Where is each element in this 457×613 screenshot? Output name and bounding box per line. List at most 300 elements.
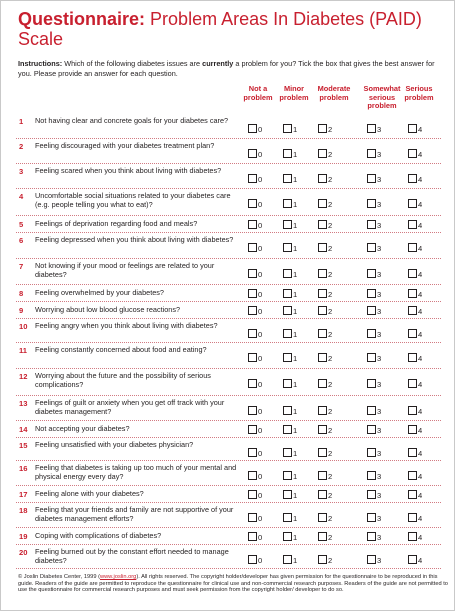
answer-option-2: [318, 379, 332, 389]
answer-score: 2: [328, 307, 333, 316]
question-row: [16, 545, 441, 569]
answer-checkbox[interactable]: [283, 199, 292, 208]
column-header-4: Serious problem: [404, 84, 434, 102]
answer-checkbox[interactable]: [408, 555, 417, 564]
answer-checkbox[interactable]: [283, 329, 292, 338]
answer-checkbox[interactable]: [248, 448, 257, 457]
answer-checkbox[interactable]: [408, 532, 417, 541]
answer-option-3: [367, 406, 381, 416]
answer-option-1: [283, 199, 297, 209]
answer-checkbox[interactable]: [283, 124, 292, 133]
answer-checkbox[interactable]: [283, 425, 292, 434]
question-text: Feeling that diabetes is taking up too much of your mental and physical energy every day?: [35, 463, 237, 481]
answer-score: 4: [418, 290, 423, 299]
answer-checkbox[interactable]: [367, 353, 376, 362]
answer-score: 2: [328, 125, 333, 134]
answer-checkbox[interactable]: [283, 220, 292, 229]
answer-checkbox[interactable]: [318, 353, 327, 362]
answer-score: 2: [328, 244, 333, 253]
answer-option-3: [367, 555, 381, 565]
instructions: [18, 59, 443, 78]
answer-checkbox[interactable]: [408, 353, 417, 362]
answer-checkbox[interactable]: [367, 513, 376, 522]
answer-score: 1: [293, 270, 298, 279]
answer-checkbox[interactable]: [367, 425, 376, 434]
answer-checkbox[interactable]: [408, 174, 417, 183]
question-text: Coping with complications of diabetes?: [35, 531, 162, 540]
answer-option-0: [248, 329, 262, 339]
answer-score: 2: [328, 330, 333, 339]
answer-option-0: [248, 513, 262, 523]
answer-score: 4: [418, 556, 423, 565]
answer-checkbox[interactable]: [248, 513, 257, 522]
question-text: Feeling depressed when you think about living with diabetes?: [35, 235, 234, 244]
answer-checkbox[interactable]: [248, 220, 257, 229]
answer-option-0: [248, 490, 262, 500]
answer-checkbox[interactable]: [283, 174, 292, 183]
answer-checkbox[interactable]: [248, 353, 257, 362]
answer-option-1: [283, 174, 297, 184]
answer-score: 1: [293, 307, 298, 316]
answer-checkbox[interactable]: [367, 269, 376, 278]
copyright-footer: [18, 574, 448, 594]
question-number: 12: [19, 372, 28, 381]
question-row: [16, 259, 441, 285]
answer-score: 2: [328, 290, 333, 299]
answer-checkbox[interactable]: [408, 448, 417, 457]
answer-checkbox[interactable]: [248, 174, 257, 183]
answer-score: 2: [328, 472, 333, 481]
answer-option-1: [283, 379, 297, 389]
answer-option-3: [367, 513, 381, 523]
answer-option-2: [318, 513, 332, 523]
answer-checkbox[interactable]: [318, 220, 327, 229]
question-text: Not accepting your diabetes?: [35, 424, 130, 433]
answer-score: 3: [377, 150, 382, 159]
answer-score: 0: [258, 514, 263, 523]
answer-checkbox[interactable]: [318, 513, 327, 522]
column-header-2: Moderate problem: [317, 84, 351, 102]
answer-score: 2: [328, 175, 333, 184]
answer-checkbox[interactable]: [283, 269, 292, 278]
answer-option-2: [318, 448, 332, 458]
answer-checkbox[interactable]: [283, 513, 292, 522]
answer-checkbox[interactable]: [248, 425, 257, 434]
question-number: 4: [19, 192, 24, 201]
answer-checkbox[interactable]: [318, 532, 327, 541]
answer-score: 3: [377, 426, 382, 435]
answer-checkbox[interactable]: [248, 243, 257, 252]
title-bold: Questionnaire:: [18, 9, 146, 29]
answer-option-1: [283, 425, 297, 435]
answer-option-0: [248, 243, 262, 253]
instructions-label: Instructions:: [18, 59, 63, 68]
answer-score: 1: [293, 407, 298, 416]
answer-checkbox[interactable]: [283, 532, 292, 541]
question-text: Feeling overwhelmed by your diabetes?: [35, 288, 164, 297]
answer-checkbox[interactable]: [367, 471, 376, 480]
answer-option-1: [283, 306, 297, 316]
answer-score: 0: [258, 491, 263, 500]
answer-score: 3: [377, 290, 382, 299]
answer-checkbox[interactable]: [408, 329, 417, 338]
answer-score: 0: [258, 426, 263, 435]
answer-score: 3: [377, 221, 382, 230]
answer-checkbox[interactable]: [318, 149, 327, 158]
answer-checkbox[interactable]: [283, 353, 292, 362]
answer-checkbox[interactable]: [318, 329, 327, 338]
column-header-0: Not a problem: [243, 84, 273, 102]
question-number: 17: [19, 490, 28, 499]
answer-checkbox[interactable]: [367, 490, 376, 499]
answer-checkbox[interactable]: [248, 471, 257, 480]
answer-checkbox[interactable]: [408, 490, 417, 499]
answer-option-3: [367, 471, 381, 481]
answer-checkbox[interactable]: [248, 490, 257, 499]
answer-score: 0: [258, 556, 263, 565]
answer-score: 2: [328, 533, 333, 542]
question-number: 13: [19, 399, 28, 408]
answer-score: 3: [377, 407, 382, 416]
answer-checkbox[interactable]: [408, 199, 417, 208]
answer-checkbox[interactable]: [367, 124, 376, 133]
answer-checkbox[interactable]: [367, 289, 376, 298]
footer-link[interactable]: www.joslin.org: [99, 574, 137, 580]
answer-option-0: [248, 269, 262, 279]
answer-checkbox[interactable]: [367, 406, 376, 415]
answer-option-3: [367, 220, 381, 230]
answer-checkbox[interactable]: [408, 149, 417, 158]
answer-option-4: [408, 379, 422, 389]
answer-option-0: [248, 406, 262, 416]
column-header-1: Minor problem: [279, 84, 309, 102]
answer-option-4: [408, 532, 422, 542]
answer-checkbox[interactable]: [367, 555, 376, 564]
answer-score: 3: [377, 514, 382, 523]
answer-option-1: [283, 532, 297, 542]
answer-option-2: [318, 555, 332, 565]
question-row: [16, 319, 441, 343]
question-text: Feelings of deprivation regarding food and meals?: [35, 219, 198, 228]
answer-score: 4: [418, 449, 423, 458]
question-number: 15: [19, 441, 28, 450]
answer-score: 0: [258, 221, 263, 230]
answer-score: 1: [293, 290, 298, 299]
question-number: 11: [19, 346, 28, 355]
answer-option-1: [283, 353, 297, 363]
answer-option-4: [408, 555, 422, 565]
answer-score: 3: [377, 125, 382, 134]
answer-option-1: [283, 490, 297, 500]
question-row: [16, 503, 441, 528]
row-divider: [16, 568, 441, 569]
answer-checkbox[interactable]: [367, 532, 376, 541]
answer-checkbox[interactable]: [248, 269, 257, 278]
question-number: 20: [19, 548, 28, 557]
answer-checkbox[interactable]: [248, 306, 257, 315]
answer-checkbox[interactable]: [318, 269, 327, 278]
answer-checkbox[interactable]: [318, 289, 327, 298]
answer-checkbox[interactable]: [318, 124, 327, 133]
answer-option-2: [318, 306, 332, 316]
answer-option-1: [283, 243, 297, 253]
question-text: Feeling constantly concerned about food and eating?: [35, 345, 207, 354]
question-row: [16, 438, 441, 461]
answer-checkbox[interactable]: [283, 448, 292, 457]
answer-score: 0: [258, 270, 263, 279]
answer-score: 2: [328, 380, 333, 389]
answer-option-0: [248, 353, 262, 363]
answer-option-4: [408, 243, 422, 253]
answer-checkbox[interactable]: [367, 220, 376, 229]
answer-score: 3: [377, 380, 382, 389]
answer-checkbox[interactable]: [248, 124, 257, 133]
question-number: 18: [19, 506, 28, 515]
answer-score: 2: [328, 449, 333, 458]
answer-checkbox[interactable]: [318, 174, 327, 183]
answer-checkbox[interactable]: [408, 243, 417, 252]
footer-text-pre: © Joslin Diabetes Center, 1999 (: [18, 574, 100, 580]
answer-score: 4: [418, 354, 423, 363]
answer-option-0: [248, 124, 262, 134]
answer-score: 0: [258, 472, 263, 481]
instructions-emphasis: currently: [202, 59, 234, 68]
answer-score: 1: [293, 354, 298, 363]
answer-option-1: [283, 269, 297, 279]
question-text: Worrying about low blood glucose reactions?: [35, 305, 181, 314]
answer-score: 2: [328, 221, 333, 230]
answer-score: 3: [377, 270, 382, 279]
answer-checkbox[interactable]: [283, 243, 292, 252]
question-text: Feeling scared when you think about living with diabetes?: [35, 166, 222, 175]
question-text: Feeling discouraged with your diabetes treatment plan?: [35, 141, 215, 150]
answer-score: 2: [328, 491, 333, 500]
answer-option-4: [408, 199, 422, 209]
answer-checkbox[interactable]: [283, 471, 292, 480]
answer-checkbox[interactable]: [283, 289, 292, 298]
answer-score: 1: [293, 200, 298, 209]
answer-option-4: [408, 490, 422, 500]
answer-checkbox[interactable]: [318, 199, 327, 208]
answer-checkbox[interactable]: [248, 555, 257, 564]
answer-option-3: [367, 306, 381, 316]
answer-option-4: [408, 174, 422, 184]
answer-score: 3: [377, 307, 382, 316]
question-text: Not knowing if your mood or feelings are related to your diabetes?: [35, 261, 215, 279]
question-row: [16, 302, 441, 319]
answer-score: 0: [258, 125, 263, 134]
answer-checkbox[interactable]: [408, 379, 417, 388]
answer-option-1: [283, 555, 297, 565]
answer-checkbox[interactable]: [248, 289, 257, 298]
answer-checkbox[interactable]: [283, 379, 292, 388]
answer-checkbox[interactable]: [318, 406, 327, 415]
question-row: [16, 189, 441, 216]
answer-score: 4: [418, 426, 423, 435]
footer-text-post: ). All rights reserved. The copyright holder/developer has given permission for the questionnaire to be reproduced in this guide. Readers of the guide are permitted to reproduce the questionnaire for clinical use and non-commercial research purposes. Readers of the guide are not permitted to use the questionnaire for commercial research purposes and must seek permission from the copyright holder/ developer to do so.: [18, 574, 448, 594]
answer-checkbox[interactable]: [248, 532, 257, 541]
answer-score: 4: [418, 491, 423, 500]
answer-checkbox[interactable]: [318, 448, 327, 457]
answer-score: 3: [377, 200, 382, 209]
answer-option-2: [318, 425, 332, 435]
question-row: [16, 233, 441, 259]
question-row: [16, 461, 441, 486]
answer-option-3: [367, 490, 381, 500]
question-number: 8: [19, 289, 24, 298]
answer-score: 0: [258, 244, 263, 253]
answer-checkbox[interactable]: [367, 329, 376, 338]
question-row: [16, 164, 441, 189]
answer-checkbox[interactable]: [248, 379, 257, 388]
answer-option-3: [367, 329, 381, 339]
question-text: Not having clear and concrete goals for your diabetes care?: [35, 116, 229, 125]
answer-score: 1: [293, 426, 298, 435]
answer-score: 2: [328, 426, 333, 435]
answer-checkbox[interactable]: [367, 243, 376, 252]
answer-option-2: [318, 532, 332, 542]
answer-option-4: [408, 425, 422, 435]
answer-option-1: [283, 289, 297, 299]
title-rest: Problem Areas In Diabetes (PAID) Scale: [18, 9, 422, 49]
answer-option-0: [248, 306, 262, 316]
answer-score: 4: [418, 472, 423, 481]
answer-option-4: [408, 124, 422, 134]
answer-score: 1: [293, 330, 298, 339]
question-row: [16, 369, 441, 396]
question-row: [16, 421, 441, 438]
answer-option-0: [248, 289, 262, 299]
answer-checkbox[interactable]: [318, 425, 327, 434]
answer-score: 2: [328, 556, 333, 565]
answer-checkbox[interactable]: [408, 289, 417, 298]
question-row: [16, 114, 441, 139]
question-row: [16, 486, 441, 503]
question-number: 2: [19, 142, 24, 151]
answer-checkbox[interactable]: [283, 406, 292, 415]
answer-option-0: [248, 532, 262, 542]
answer-option-2: [318, 124, 332, 134]
answer-checkbox[interactable]: [283, 306, 292, 315]
answer-checkbox[interactable]: [408, 124, 417, 133]
answer-option-3: [367, 379, 381, 389]
answer-score: 1: [293, 221, 298, 230]
answer-score: 3: [377, 491, 382, 500]
answer-score: 3: [377, 449, 382, 458]
answer-checkbox[interactable]: [318, 243, 327, 252]
answer-option-4: [408, 471, 422, 481]
answer-option-3: [367, 425, 381, 435]
answer-score: 3: [377, 556, 382, 565]
answer-option-2: [318, 269, 332, 279]
answer-score: 2: [328, 270, 333, 279]
answer-checkbox[interactable]: [367, 379, 376, 388]
answer-checkbox[interactable]: [318, 306, 327, 315]
answer-checkbox[interactable]: [318, 555, 327, 564]
answer-option-4: [408, 448, 422, 458]
answer-checkbox[interactable]: [367, 199, 376, 208]
answer-checkbox[interactable]: [408, 513, 417, 522]
answer-option-3: [367, 149, 381, 159]
answer-checkbox[interactable]: [318, 490, 327, 499]
question-number: 5: [19, 220, 24, 229]
answer-score: 3: [377, 354, 382, 363]
answer-checkbox[interactable]: [408, 406, 417, 415]
column-header-3: Somewhat serious problem: [363, 84, 401, 111]
answer-checkbox[interactable]: [367, 174, 376, 183]
answer-checkbox[interactable]: [408, 306, 417, 315]
answer-option-2: [318, 174, 332, 184]
answer-option-4: [408, 513, 422, 523]
answer-option-2: [318, 329, 332, 339]
answer-option-0: [248, 220, 262, 230]
answer-option-4: [408, 149, 422, 159]
answer-checkbox[interactable]: [283, 490, 292, 499]
answer-checkbox[interactable]: [367, 149, 376, 158]
question-row: [16, 285, 441, 302]
question-row: [16, 528, 441, 545]
answer-checkbox[interactable]: [283, 555, 292, 564]
answer-option-4: [408, 306, 422, 316]
answer-score: 3: [377, 244, 382, 253]
question-text: Feeling that your friends and family are not supportive of your diabetes management efforts?: [35, 505, 234, 523]
answer-score: 1: [293, 491, 298, 500]
answer-score: 0: [258, 449, 263, 458]
answer-option-4: [408, 406, 422, 416]
answer-checkbox[interactable]: [318, 379, 327, 388]
answer-option-2: [318, 353, 332, 363]
answer-score: 0: [258, 330, 263, 339]
answer-option-3: [367, 199, 381, 209]
question-text: Uncomfortable social situations related to your diabetes care (e.g. people telling you what to eat)?: [35, 191, 231, 209]
question-number: 10: [19, 322, 28, 331]
answer-option-3: [367, 532, 381, 542]
answer-option-0: [248, 149, 262, 159]
answer-option-2: [318, 406, 332, 416]
answer-checkbox[interactable]: [408, 220, 417, 229]
answer-option-3: [367, 448, 381, 458]
answer-score: 4: [418, 407, 423, 416]
answer-option-2: [318, 289, 332, 299]
question-text: Feeling unsatisfied with your diabetes physician?: [35, 440, 194, 449]
answer-score: 4: [418, 200, 423, 209]
answer-option-3: [367, 174, 381, 184]
answer-option-2: [318, 199, 332, 209]
answer-score: 4: [418, 221, 423, 230]
answer-checkbox[interactable]: [408, 269, 417, 278]
answer-checkbox[interactable]: [408, 425, 417, 434]
answer-checkbox[interactable]: [248, 406, 257, 415]
answer-checkbox[interactable]: [248, 149, 257, 158]
answer-option-0: [248, 555, 262, 565]
answer-score: 3: [377, 533, 382, 542]
answer-checkbox[interactable]: [248, 329, 257, 338]
answer-option-1: [283, 513, 297, 523]
answer-score: 2: [328, 514, 333, 523]
answer-checkbox[interactable]: [318, 471, 327, 480]
answer-checkbox[interactable]: [248, 199, 257, 208]
answer-checkbox[interactable]: [367, 306, 376, 315]
answer-checkbox[interactable]: [367, 448, 376, 457]
answer-score: 2: [328, 200, 333, 209]
answer-option-2: [318, 220, 332, 230]
question-text: Feeling burned out by the constant effort needed to manage diabetes?: [35, 547, 229, 565]
answer-checkbox[interactable]: [408, 471, 417, 480]
answer-option-0: [248, 448, 262, 458]
answer-checkbox[interactable]: [283, 149, 292, 158]
answer-score: 3: [377, 472, 382, 481]
answer-option-4: [408, 269, 422, 279]
